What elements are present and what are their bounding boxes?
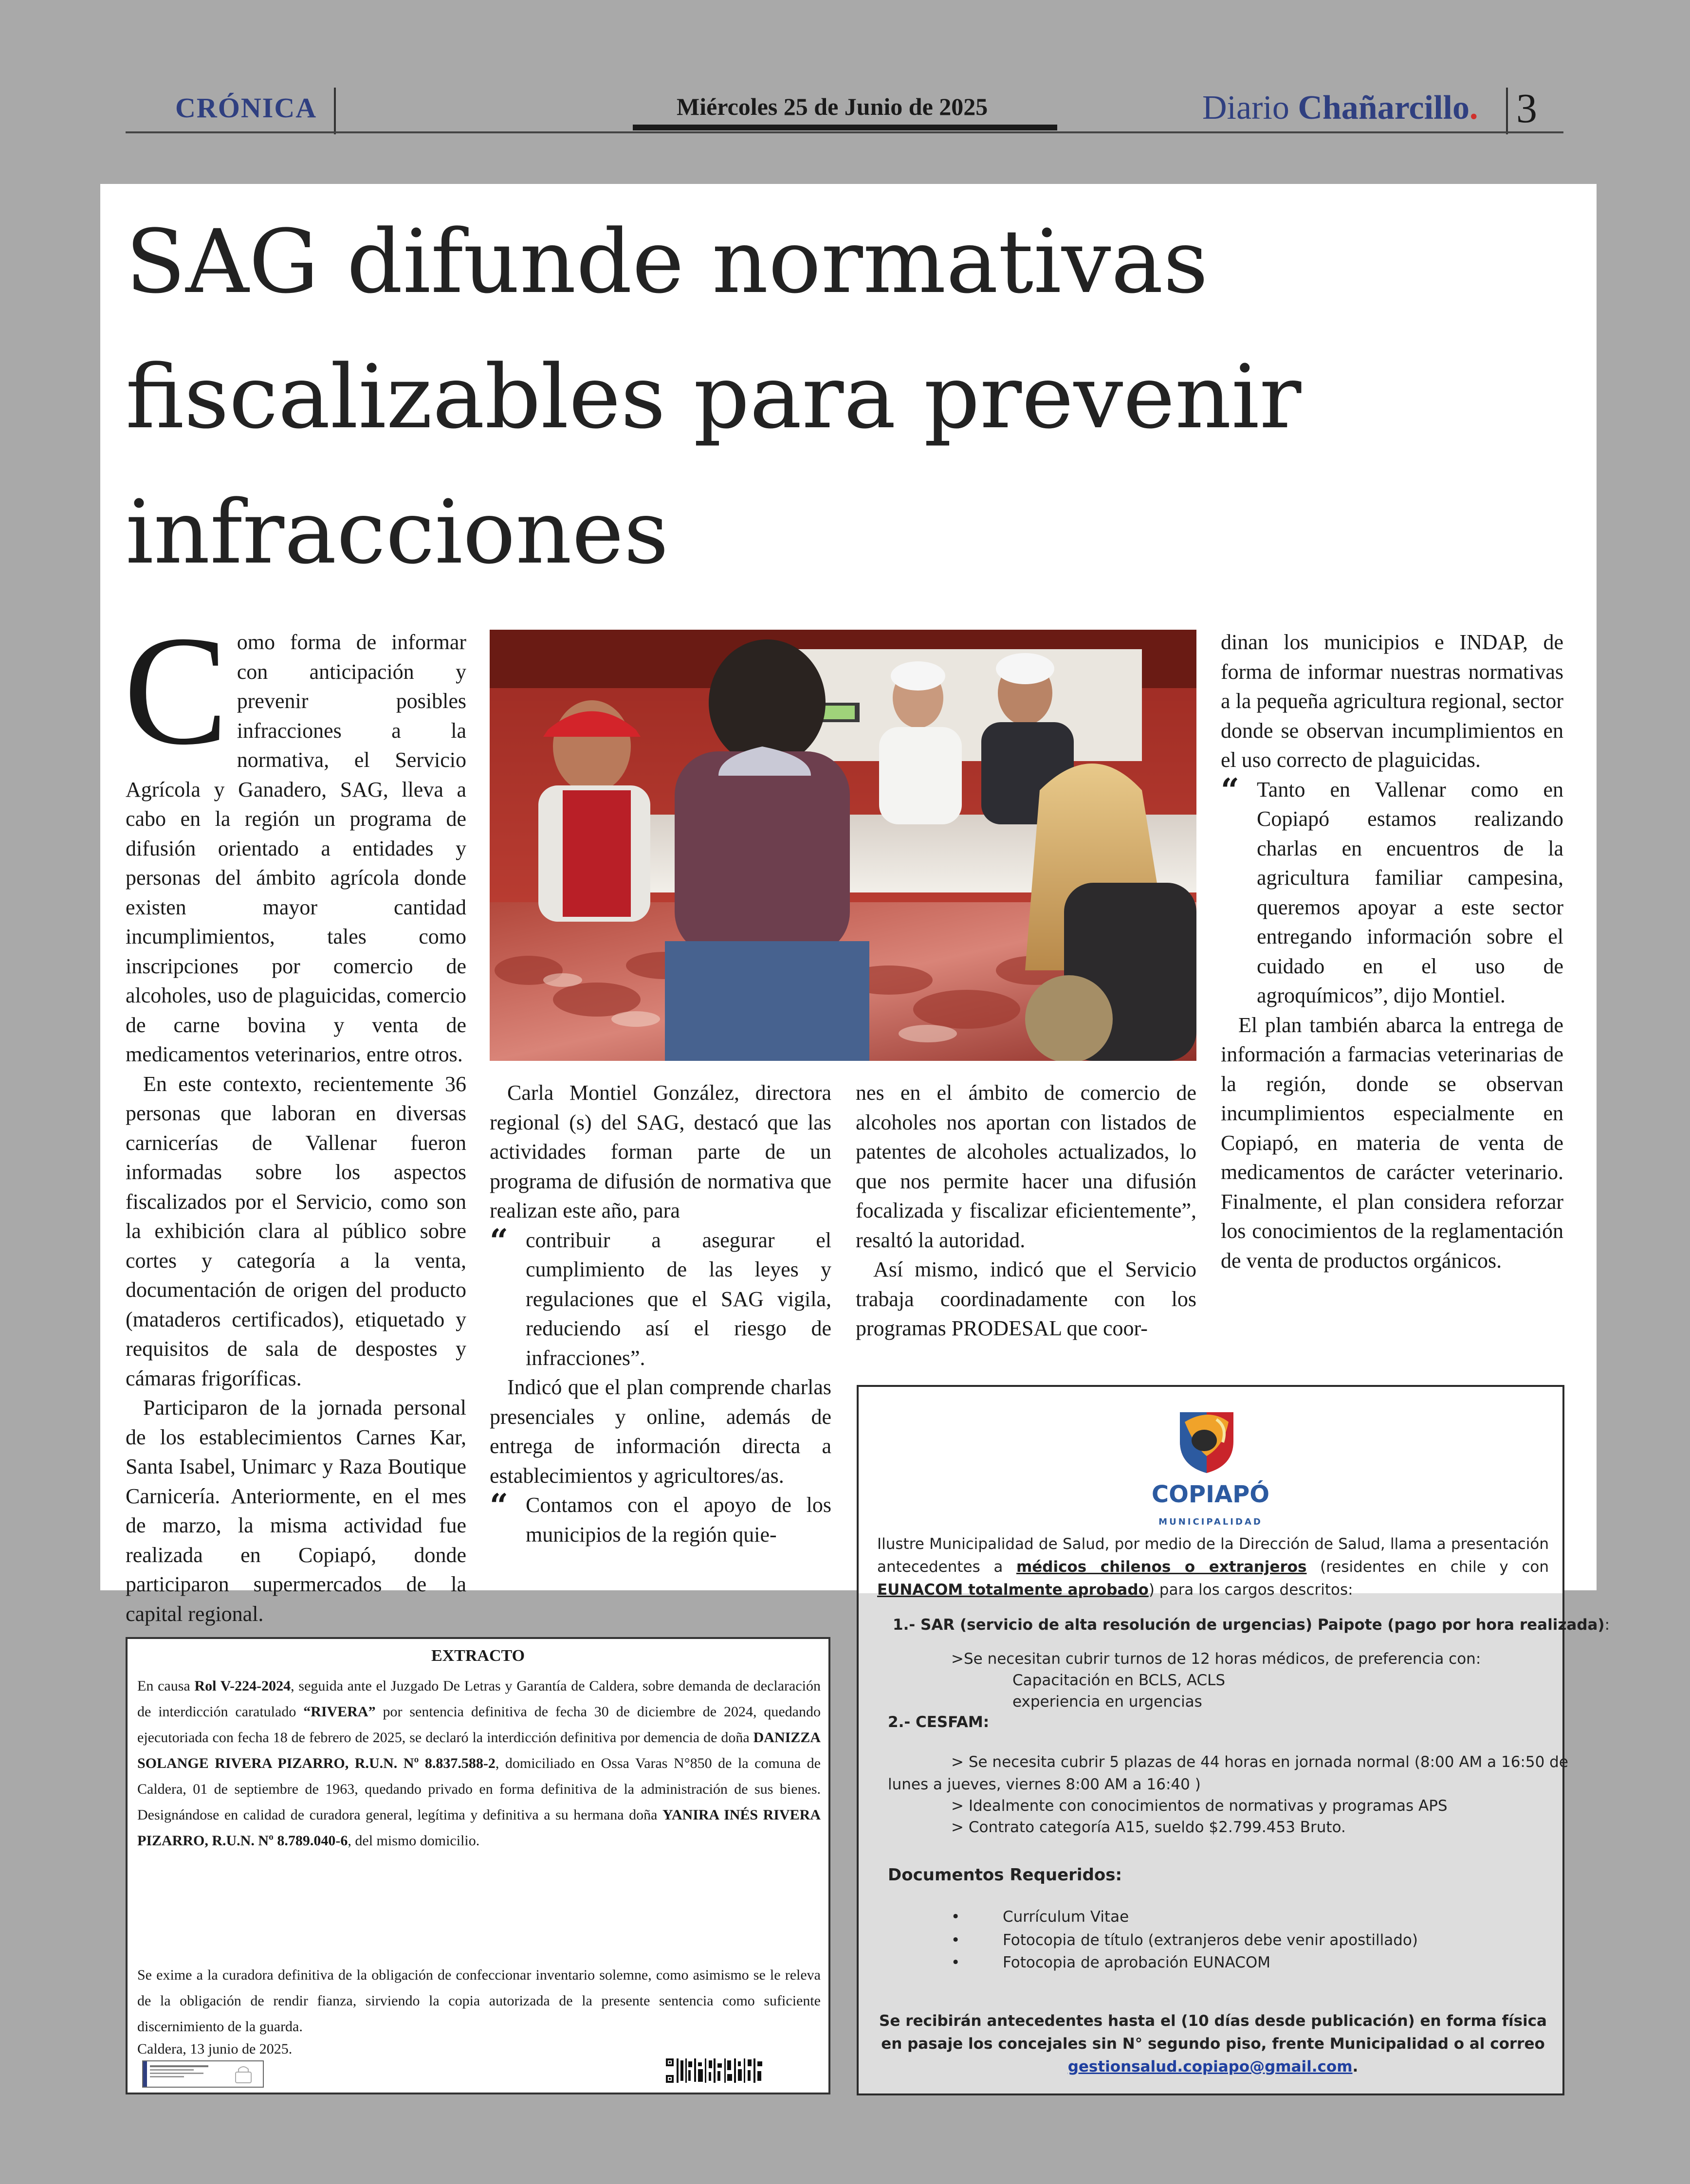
contact-email-link[interactable]: gestionsalud.copiapo@gmail.com: [1067, 2058, 1353, 2075]
position-2-title: [888, 1711, 989, 1734]
text-run: (residentes en chile y con: [1306, 1558, 1549, 1576]
text-run: Se recibirán antecedentes hasta el (10 días desde publicación) en forma física en pasaje los concejales sin N° segundo piso, frente Municipalidad o al correo: [879, 2012, 1547, 2053]
lock-icon: [229, 2063, 258, 2085]
article-paragraph: El plan también abarca la entrega de información a farmacias veterinarias de la región, donde se observan incumplimientos especialmente en Copiapó, en materia de venta de medicamentos de carácter veterinario. Finalmente, el plan considera reforzar los conocimientos de la reglamentación de venta de productos orgánicos.: [1221, 1013, 1563, 1273]
extracto-paragraph: Se exime a la curadora definitiva de la obligación de confeccionar inventario solemne, como asimismo se le releva de la obligación de rendir fianza, sirviendo la copia autorizada de la presente sentencia como suficiente discernimiento de la guarda.: [137, 1967, 821, 2035]
required-document: Fotocopia de aprobación EUNACOM: [1003, 1954, 1270, 1971]
paper-title: Chañarcillo: [1298, 89, 1470, 127]
pull-quote: [490, 1487, 831, 1549]
quote-mark-icon: “: [490, 1221, 508, 1260]
brand-dot: .: [1469, 89, 1478, 127]
municipal-job-ad: [857, 1385, 1610, 2095]
bullet-icon: •: [951, 1954, 960, 1971]
text-run: , seguida ante el Juzgado De Letras y Garantía de Caldera, sobre demanda de declaración de interdicción caratulado: [137, 1678, 821, 1720]
paragraph-text: omo forma de informar con anticipación y prevenir posibles infracciones a la normativa, el Servicio Agrícola y Ganadero, SAG, lleva a cabo en la región un programa de difusión orientado a entidades y personas del ámbito agrícola donde existen mayor cantidad incumplimientos, tales como inscripciones por comercio de alcoholes, uso de plaguicidas, comercio de carne bovina y venta de medicamentos veterinarios, entre otros.: [126, 630, 466, 1066]
text-run: médicos chilenos o extranjeros: [1016, 1558, 1307, 1576]
required-document: Fotocopia de título (extranjeros debe venir apostillado): [1003, 1931, 1418, 1949]
documents-title: [888, 1864, 1122, 1887]
page-number: 3: [1516, 85, 1537, 131]
drop-cap: C: [124, 603, 228, 777]
pull-quote: [1221, 771, 1563, 1011]
issue-date: Miércoles 25 de Junio de 2025: [677, 93, 988, 120]
text-run: EUNACOM totalmente aprobado: [877, 1581, 1149, 1599]
text-run: , domiciliado en Ossa Varas N°850 de la comuna de Caldera, 01 de septiembre de 1963, quedando privado en forma definitiva de la administración de sus bienes. Designándose en calidad de curadora general, legítima y definitiva a su hermana doña: [137, 1755, 821, 1823]
position-2-detail: > Se necesita cubrir 5 plazas de 44 horas en jornada normal (8:00 AM a 16:50 de: [951, 1753, 1568, 1771]
article-photo: [490, 630, 1196, 1061]
article-paragraph: Indicó que el plan comprende charlas presenciales y online, además de entrega de información directa a establecimientos y agricultores/as.: [490, 1375, 831, 1488]
stamp-bar: [143, 2061, 147, 2087]
curator-person: YANIRA INÉS RIVERA PIZARRO, R.U.N. Nº 8.789.040-6: [137, 1807, 821, 1849]
article-column-2: [490, 1078, 831, 1549]
pull-quote: [490, 1221, 831, 1373]
text-run: 2.- CESFAM:: [888, 1713, 990, 1731]
article-paragraph: En este contexto, recientemente 36 personas que laboran en diversas carnicerías de Vallenar fueron informadas sobre los aspectos fiscalizados por el Servicio, como son la exhibición clara al público sobre cortes y categoría a la venta, documentación de origen del producto (mataderos certificados), etiquetado y requisitos de sala de despostes y cámaras frigoríficas.: [126, 1072, 466, 1390]
quote-mark-icon: “: [1221, 771, 1239, 809]
text-run: En causa: [137, 1678, 195, 1694]
quote-mark-icon: “: [490, 1487, 508, 1525]
position-1-detail: experiencia en urgencias: [1012, 1693, 1202, 1711]
position-1-detail: >Se necesitan cubrir turnos de 12 horas médicos, de preferencia con:: [951, 1650, 1481, 1668]
legal-notice-extracto: [126, 1637, 830, 2094]
text-run: por sentencia definitiva de fecha 30 de diciembre de 2024, quedando ejecutoriada con fecha 18 de febrero de 2025, se declaró la interdicción definitiva por demencia de doña: [137, 1704, 821, 1746]
section-label: CRÓNICA: [175, 92, 317, 124]
bullet-icon: •: [951, 1931, 960, 1949]
case-number: Rol V-224-2024: [194, 1678, 291, 1694]
qr-code-icon: [665, 2057, 766, 2087]
quote-text: Tanto en Vallenar como en Copiapó estamos realizando charlas en encuentros de la agricultura familiar campesina, queremos apoyar a este sector entregando información sobre el cuidado en el uso de agroquímicos”, dijo Montiel.: [1257, 777, 1563, 1007]
quote-text: contribuir a asegurar el cumplimiento de las leyes y regulaciones que el SAG vigila, reduciendo así el riesgo de infracciones”.: [526, 1228, 831, 1370]
position-2-detail: > Contrato categoría A15, sueldo $2.799.453 Bruto.: [951, 1819, 1346, 1836]
ad-closing: [877, 2010, 1549, 2078]
position-1-title: [893, 1614, 1610, 1637]
extracto-title: EXTRACTO: [431, 1647, 525, 1665]
newspaper-name: [1202, 89, 1478, 127]
page-number-divider: [1506, 88, 1508, 134]
text-run: , del mismo domicilio.: [348, 1833, 480, 1849]
required-document: Currículum Vitae: [1003, 1908, 1129, 1926]
article-column-3: [856, 1078, 1196, 1344]
article-paragraph: [124, 603, 466, 1070]
interdicted-person: DANIZZA SOLANGE RIVERA PIZARRO, R.U.N. Nº 8.837.588-2: [137, 1729, 821, 1771]
position-2-detail: > Idealmente con conocimientos de normativas y programas APS: [951, 1797, 1448, 1815]
position-2-detail: lunes a jueves, viernes 8:00 AM a 16:40 ): [888, 1776, 1201, 1793]
paper-prefix: Diario: [1202, 89, 1289, 127]
extracto-paragraph: [137, 1673, 821, 1854]
bullet-icon: •: [951, 1908, 960, 1926]
position-1-detail: Capacitación en BCLS, ACLS: [1012, 1672, 1226, 1689]
ad-org-name: COPIAPÓ: [1151, 1481, 1270, 1508]
article-paragraph: Así mismo, indicó que el Servicio trabaja coordinadamente con los programas PRODESAL que coor-: [856, 1257, 1196, 1340]
article-headline: SAG difunde normativas fiscalizables para prevenir infracciones: [126, 211, 1302, 583]
text-run: ) para los cargos descritos:: [1148, 1581, 1353, 1599]
article-paragraph: nes en el ámbito de comercio de alcoholes nos aportan con listados de patentes de alcoholes actualizados, lo que nos permite hacer una difusión focalizada y fiscalizar eficientemente”, resaltó la autoridad.: [856, 1081, 1196, 1252]
text-run: Documentos Requeridos:: [888, 1865, 1122, 1885]
extracto-date: Caldera, 13 junio de 2025.: [137, 2041, 293, 2057]
header-rule: [126, 131, 1563, 133]
article-paragraph: dinan los municipios e INDAP, de forma de informar nuestras normativas a la pequeña agricultura regional, sector donde se observan incumplimientos en el uso correcto de plaguicidas.: [1221, 630, 1563, 772]
article-column-4: [1221, 628, 1563, 1275]
signature-stamp: [142, 2060, 264, 2088]
article-paragraph: Carla Montiel González, directora regional (s) del SAG, destacó que las actividades forman parte de un programa de difusión de normativa que realizan este año, para: [490, 1081, 831, 1222]
date-underline: [633, 125, 1057, 130]
ad-intro: [877, 1533, 1549, 1602]
article-paragraph: Participaron de la jornada personal de los establecimientos Carnes Kar, Santa Isabel, Unimarc y Raza Boutique Carnicería. Anteriormente, en el mes de marzo, la misma actividad fue realizada en Copiapó, donde participaron supermercados de la capital regional.: [126, 1396, 466, 1626]
section-divider: [334, 88, 336, 134]
article-column-1: [124, 603, 466, 1629]
municipal-crest-icon: [1170, 1402, 1243, 1475]
text-run: :: [1604, 1616, 1610, 1634]
text-run: 1.- SAR (servicio de alta resolución de urgencias) Paipote (pago por hora realizada): [893, 1616, 1605, 1634]
ad-org-subtitle: MUNICIPALIDAD: [1158, 1517, 1263, 1527]
case-title: “RIVERA”: [303, 1704, 376, 1720]
text-run: .: [1352, 2058, 1359, 2075]
quote-text: Contamos con el apoyo de los municipios de la región quie-: [526, 1493, 831, 1547]
text-run: Ilustre Municipalidad de Salud, por medio de la Dirección de Salud, llama a presentación antecedentes a: [877, 1535, 1549, 1576]
butcher-shop-photo: [490, 630, 1196, 1061]
